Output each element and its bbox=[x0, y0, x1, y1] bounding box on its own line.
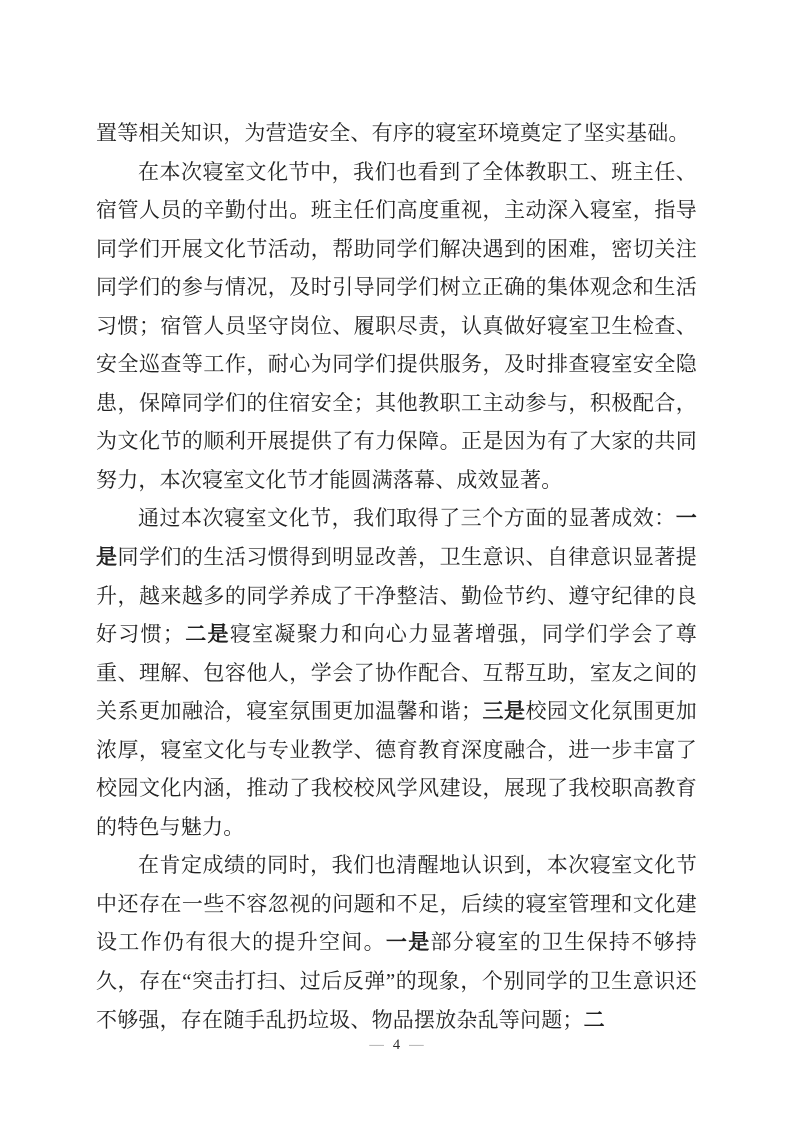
footer-dash-right: — bbox=[409, 1037, 424, 1053]
paragraph bbox=[96, 499, 697, 846]
paragraph bbox=[96, 846, 697, 1039]
paragraph bbox=[96, 153, 697, 500]
page-number: 4 bbox=[392, 1037, 401, 1053]
emphasis-segment: 二是 bbox=[184, 622, 230, 647]
text-segment: 部分寝室的卫生保持不够持久，存在“突击打扫、过后反弹”的现象，个别同学的卫生意识还不够强，存在随手乱扔垃圾、物品摆放杂乱等问题； bbox=[96, 930, 697, 1032]
text-segment: 在肯定成绩的同时，我们也清醒地认识到，本次寝室文化节中还存在一些不容忽视的问题和不足，后续的寝室管理和文化建设工作仍有很大的提升空间。 bbox=[96, 853, 697, 955]
page-footer bbox=[0, 1035, 793, 1055]
footer-dash-left: — bbox=[369, 1037, 384, 1053]
text-segment: 通过本次寝室文化节，我们取得了三个方面的显著成效： bbox=[138, 506, 676, 531]
emphasis-segment: 一是 bbox=[96, 506, 697, 570]
text-segment: 寝室凝聚力和向心力显著增强，同学们学会了尊重、理解、包容他人，学会了协作配合、互帮互助，室友之间的关系更加融洽，寝室氛围更加温馨和谐； bbox=[96, 622, 697, 724]
document-body bbox=[96, 114, 697, 1039]
text-segment: 同学们的生活习惯得到明显改善，卫生意识、自律意识显著提升，越来越多的同学养成了干净整洁、勤俭节约、遵守纪律的良好习惯； bbox=[96, 545, 697, 647]
text-segment: 校园文化氛围更加浓厚，寝室文化与专业教学、德育教育深度融合，进一步丰富了校园文化内涵，推动了我校校风学风建设，展现了我校职高教育的特色与魅力。 bbox=[96, 699, 697, 839]
emphasis-segment: 一是 bbox=[385, 930, 431, 955]
text-segment: 在本次寝室文化节中，我们也看到了全体教职工、班主任、宿管人员的辛勤付出。班主任们高度重视，主动深入寝室，指导同学们开展文化节活动，帮助同学们解决遇到的困难，密切关注同学们的参与情况，及时引导同学们树立正确的集体观念和生活习惯；宿管人员坚守岗位、履职尽责，认真做好寝室卫生检查、安全巡查等工作，耐心为同学们提供服务，及时排查寝室安全隐患，保障同学们的住宿安全；其他教职工主动参与，积极配合，为文化节的顺利开展提供了有力保障。正是因为有了大家的共同努力，本次寝室文化节才能圆满落幕、成效显著。 bbox=[96, 159, 697, 492]
emphasis-segment: 二 bbox=[583, 1007, 605, 1032]
emphasis-segment: 三是 bbox=[482, 699, 526, 724]
text-segment: 置等相关知识，为营造安全、有序的寝室环境奠定了坚实基础。 bbox=[96, 121, 690, 145]
paragraph bbox=[96, 114, 697, 153]
